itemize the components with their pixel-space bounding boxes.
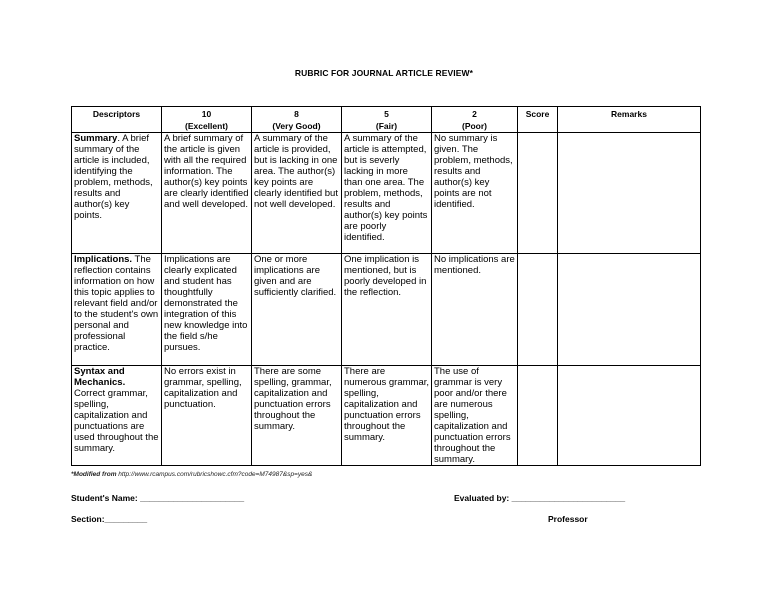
remarks-cell[interactable]	[558, 366, 701, 466]
header-row	[72, 107, 701, 133]
score-cell[interactable]	[518, 133, 558, 254]
descriptor-text: The reflection contains information on how this topic applies to relevant field and/or to the student's own personal and professional practice.	[74, 254, 159, 353]
descriptor-title: Summary	[74, 133, 118, 144]
rubric-table	[71, 106, 701, 466]
header-very-good	[252, 107, 342, 133]
descriptor-title: Implications.	[74, 254, 133, 265]
descriptor-text: . A brief summary of the article is included, identifying the problem, methods, results and author(s) key points.	[74, 133, 153, 221]
descriptor-cell	[72, 366, 162, 466]
footnote-prefix: *Modified from	[71, 471, 117, 478]
header-very-good-score: 8	[294, 109, 299, 119]
poor-cell: No summary is given. The problem, methods, results and author(s) key points are not identified.	[432, 133, 518, 254]
remarks-cell[interactable]	[558, 254, 701, 366]
header-fair	[342, 107, 432, 133]
table-row	[72, 254, 701, 366]
poor-cell: The use of grammar is very poor and/or there are numerous spelling, capitalization and punctuation errors throughout the summary.	[432, 366, 518, 466]
score-cell[interactable]	[518, 366, 558, 466]
descriptor-cell	[72, 254, 162, 366]
header-poor-label: (Poor)	[461, 121, 488, 131]
excellent-cell: A brief summary of the article is given with all the required information. The author(s) key points are clearly identified and well developed.	[162, 133, 252, 254]
header-fair-label: (Fair)	[375, 121, 398, 131]
table-row	[72, 133, 701, 254]
header-fair-score: 5	[384, 109, 389, 119]
header-excellent-label: (Excellent)	[185, 121, 228, 131]
footnote-url[interactable]: http://www.rcampus.com/rubricshowc.cfm?code=M74987&sp=yes&	[116, 471, 313, 478]
descriptor-text: Correct grammar, spelling, capitalization and punctuations are used throughout the summary.	[74, 388, 159, 454]
section-field[interactable]: Section:_________	[71, 514, 148, 524]
professor-label: Professor	[548, 514, 588, 524]
fair-cell: A summary of the article is attempted, but is severly lacking in more than one area. The problem, methods, results and author(s) key points are poorly identified.	[342, 133, 432, 254]
excellent-cell: Implications are clearly explicated and student has thoughtfully demonstrated the integration of this new knowledge into the field s/he pursues.	[162, 254, 252, 366]
document-title: RUBRIC FOR JOURNAL ARTICLE REVIEW*	[294, 68, 474, 78]
descriptor-cell	[72, 133, 162, 254]
header-excellent	[162, 107, 252, 133]
student-name-field[interactable]: Student's Name: ______________________	[71, 493, 245, 503]
poor-cell: No implications are mentioned.	[432, 254, 518, 366]
header-descriptors: Descriptors	[72, 107, 162, 133]
fair-cell: One implication is mentioned, but is poorly developed in the reflection.	[342, 254, 432, 366]
header-poor	[432, 107, 518, 133]
excellent-cell: No errors exist in grammar, spelling, capitalization and punctuation.	[162, 366, 252, 466]
descriptor-title: Syntax and Mechanics.	[74, 366, 126, 388]
header-remarks: Remarks	[558, 107, 701, 133]
header-poor-score: 2	[472, 109, 477, 119]
very-good-cell: One or more implications are given and are sufficiently clarified.	[252, 254, 342, 366]
table-row	[72, 366, 701, 466]
remarks-cell[interactable]	[558, 133, 701, 254]
fair-cell: There are numerous grammar, spelling, capitalization and punctuation errors throughout the summary.	[342, 366, 432, 466]
evaluated-by-field[interactable]: Evaluated by: ________________________	[454, 493, 626, 503]
header-very-good-label: (Very Good)	[272, 121, 321, 131]
footnote	[71, 471, 312, 478]
header-excellent-score: 10	[201, 109, 212, 119]
very-good-cell: A summary of the article is provided, but is lacking in one area. The author(s) key points are clearly identified but not well developed.	[252, 133, 342, 254]
score-cell[interactable]	[518, 254, 558, 366]
header-score: Score	[518, 107, 558, 133]
very-good-cell: There are some spelling, grammar, capitalization and punctuation errors throughout the summary.	[252, 366, 342, 466]
